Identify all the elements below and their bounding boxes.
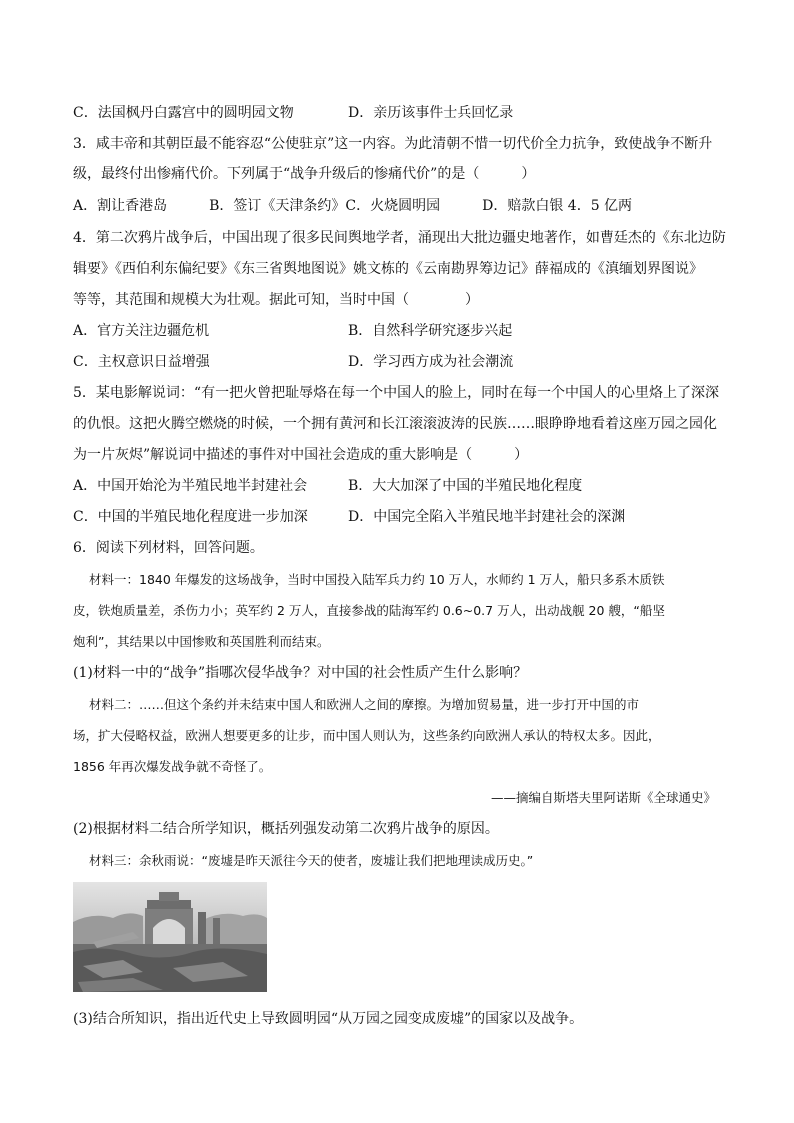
q4-option-c: C．主权意识日益增强	[73, 354, 210, 370]
q6-stem: 6．阅读下列材料，回答问题。	[73, 540, 264, 556]
q5-option-b: B．大大加深了中国的半殖民地化程度	[348, 478, 583, 494]
yuanmingyuan-ruins-photo	[73, 882, 267, 992]
q4-stem-line2: 辑要》《西伯利东偏纪要》《东三省舆地图说》姚文栋的《云南勘界筹边记》薛福成的《滇缅划界图说》	[73, 261, 703, 277]
q3-stem-line1: 3．咸丰帝和其朝臣最不能容忍“公使驻京”这一内容。为此清朝不惜一切代价全力抗争，致使战争不断升	[73, 136, 713, 152]
material2-line3: 1856 年再次爆发战争就不奇怪了。	[73, 759, 272, 774]
sub-question-2: (2)根据材料二结合所学知识，概括列强发动第二次鸦片战争的原因。	[73, 821, 499, 837]
q5-option-a: A．中国开始沦为半殖民地半封建社会	[73, 478, 308, 494]
q4-stem-line1: 4．第二次鸦片战争后，中国出现了很多民间舆地学者，涌现出大批边疆史地著作，如曹廷杰的《东北边防	[73, 230, 726, 246]
q2-option-c: C．法国枫丹白露宫中的圆明园文物	[73, 105, 294, 121]
sub-question-1: (1)材料一中的“战争”指哪次侵华战争？对中国的社会性质产生什么影响？	[73, 665, 528, 681]
q5-option-c: C．中国的半殖民地化程度进一步加深	[73, 509, 308, 525]
material2-line1: 材料二：……但这个条约并未结束中国人和欧洲人之间的摩擦。为增加贸易量，进一步打开中国的市	[89, 697, 640, 712]
material2-source: ——摘编自斯塔夫里阿诺斯《全球通史》	[490, 790, 716, 805]
q5-stem-line2: 的仇恨。这把火腾空燃烧的时候，一个拥有黄河和长江滚滚波涛的民族……眼睁睁地看着这座万园之园化	[73, 416, 717, 432]
sub-question-3: (3)结合所知识，指出近代史上导致圆明园“从万园之园变成废墟”的国家以及战争。	[73, 1011, 584, 1027]
q2-option-d: D．亲历该事件士兵回忆录	[348, 105, 514, 121]
q4-stem-line3: 等等，其范围和规模大为壮观。据此可知，当时中国（ ）	[73, 292, 479, 308]
q3-options: A．割让香港岛 B．签订《天津条约》C．火烧圆明园 D．赔款白银 4．5 亿两	[73, 198, 633, 214]
q5-option-d: D．中国完全陷入半殖民地半封建社会的深渊	[348, 509, 626, 525]
material1-line2: 皮，铁炮质量差，杀伤力小；英军约 2 万人，直接参战的陆海军约 0.6~0.7 万人，出动战舰 20 艘，“船坚	[73, 603, 665, 618]
material1-line3: 炮利”，其结果以中国惨败和英国胜利而结束。	[73, 634, 330, 649]
q4-option-b: B．自然科学研究逐步兴起	[348, 323, 513, 339]
q3-stem-line2: 级，最终付出惨痛代价。下列属于“战争升级后的惨痛代价”的是（ ）	[73, 166, 536, 182]
q5-stem-line1: 5．某电影解说词：“有一把火曾把耻辱烙在每一个中国人的脸上，同时在每一个中国人的心里烙上了深深	[73, 385, 720, 401]
material1-line1: 材料一：1840 年爆发的这场战争，当时中国投入陆军兵力约 10 万人，水师约 1 万人，船只多系木质铁	[89, 572, 665, 587]
material3-quote: 材料三：余秋雨说：“废墟是昨天派往今天的使者，废墟让我们把地理读成历史。”	[89, 853, 534, 868]
q4-option-a: A．官方关注边疆危机	[73, 323, 210, 339]
material2-line2: 场，扩大侵略权益，欧洲人想要更多的让步，而中国人则认为，这些条约向欧洲人承认的特权太多。因此，	[73, 728, 661, 743]
q4-option-d: D．学习西方成为社会潮流	[348, 354, 514, 370]
q5-stem-line3: 为一片灰烬”解说词中描述的事件对中国社会造成的重大影响是（ ）	[73, 447, 529, 463]
